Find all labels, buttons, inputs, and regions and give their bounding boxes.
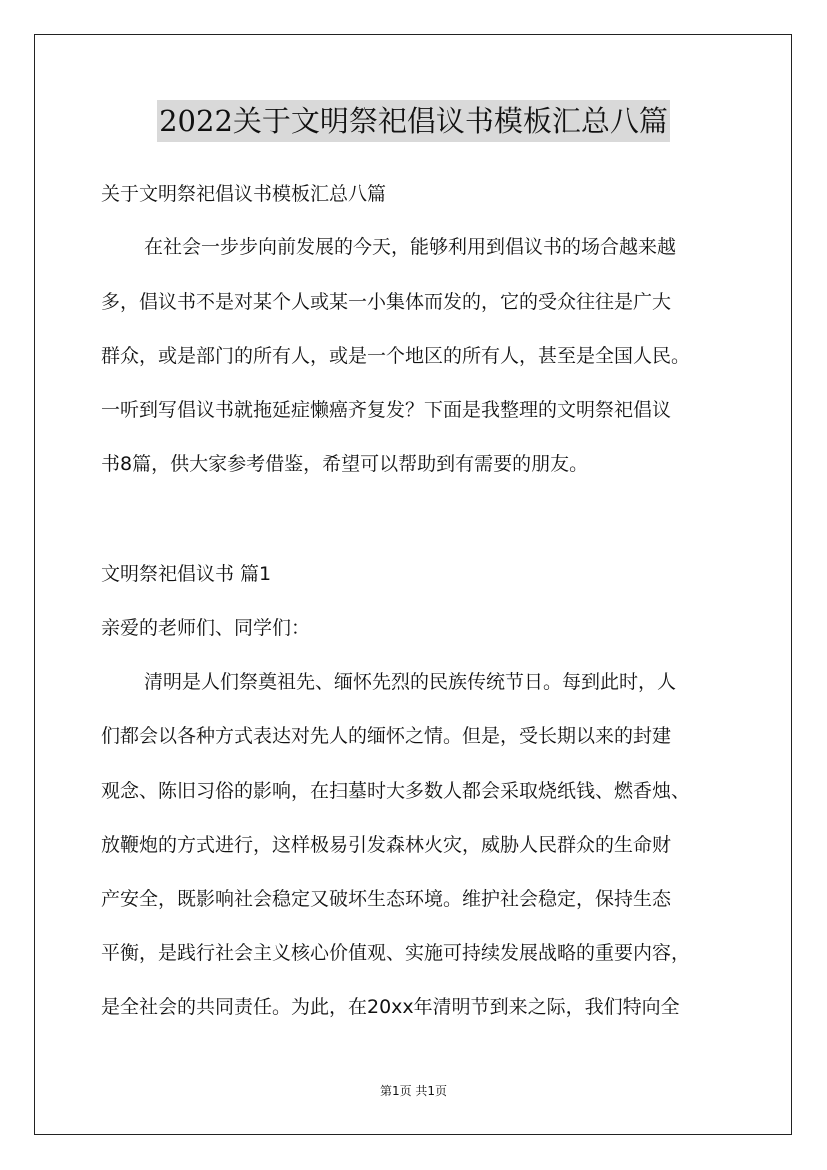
document-title: 2022关于文明祭祀倡议书模板汇总八篇 bbox=[157, 100, 670, 142]
body-line-3: 观念、陈旧习俗的影响，在扫墓时大多数人都会采取烧纸钱、燃香烛、 bbox=[101, 780, 691, 802]
section-heading: 文明祭祀倡议书 篇1 bbox=[101, 563, 272, 585]
salutation: 亲爱的老师们、同学们： bbox=[101, 617, 311, 639]
body-line-4: 放鞭炮的方式进行，这样极易引发森林火灾，威胁人民群众的生命财 bbox=[101, 834, 672, 856]
body-line-2: 们都会以各种方式表达对先人的缅怀之情。但是，受长期以来的封建 bbox=[101, 725, 672, 747]
page-footer: 第1页 共1页 bbox=[379, 1084, 448, 1098]
title-container bbox=[0, 100, 827, 142]
intro-line-3: 群众，或是部门的所有人，或是一个地区的所有人，甚至是全国人民。 bbox=[101, 345, 691, 367]
intro-line-1: 在社会一步步向前发展的今天，能够利用到倡议书的场合越来越 bbox=[144, 236, 677, 258]
document-subtitle: 关于文明祭祀倡议书模板汇总八篇 bbox=[101, 183, 387, 205]
body-line-1: 清明是人们祭奠祖先、缅怀先烈的民族传统节日。每到此时，人 bbox=[144, 671, 677, 693]
body-line-7: 是全社会的共同责任。为此，在20xx年清明节到来之际，我们特向全 bbox=[101, 996, 680, 1018]
intro-line-2: 多，倡议书不是对某个人或某一小集体而发的，它的受众往往是广大 bbox=[101, 291, 672, 313]
body-line-5: 产安全，既影响社会稳定又破坏生态环境。维护社会稳定，保持生态 bbox=[101, 888, 672, 910]
intro-line-4: 一听到写倡议书就拖延症懒癌齐复发？下面是我整理的文明祭祀倡议 bbox=[101, 399, 672, 421]
body-line-6: 平衡，是践行社会主义核心价值观、实施可持续发展战略的重要内容， bbox=[101, 942, 691, 964]
intro-line-5: 书8篇，供大家参考借鉴，希望可以帮助到有需要的朋友。 bbox=[101, 453, 589, 475]
